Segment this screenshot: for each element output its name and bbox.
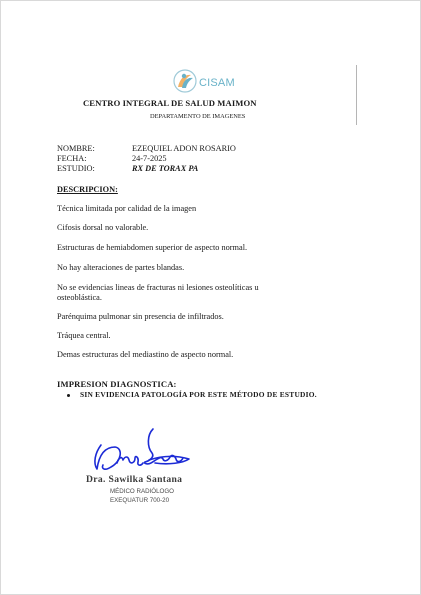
doctor-title: MÉDICO RADIÓLOGO xyxy=(110,488,174,495)
impression-title: IMPRESION DIAGNOSTICA: xyxy=(57,379,177,389)
cisam-logo-icon xyxy=(172,68,198,94)
doctor-license: EXEQUATUR 700-20 xyxy=(110,497,170,504)
finding-line: Técnica limitada por calidad de la imagen xyxy=(57,204,197,213)
finding-line: osteoblástica. xyxy=(57,293,102,302)
finding-line: Tráquea central. xyxy=(57,331,111,340)
handwritten-signature-icon xyxy=(89,425,193,477)
doctor-name: Dra. Sawilka Santana xyxy=(86,474,183,485)
finding-line: Cifosis dorsal no valorable. xyxy=(57,223,149,232)
impression-item-text: SIN EVIDENCIA PATOLOGÍA POR ESTE MÉTODO DE ESTUDIO. xyxy=(80,390,317,399)
impression-item xyxy=(67,390,317,399)
center-name: CENTRO INTEGRAL DE SALUD MAIMON xyxy=(83,98,257,108)
finding-line: Estructuras de hemiabdomen superior de aspecto normal. xyxy=(57,243,248,252)
study-label: ESTUDIO: xyxy=(57,164,95,173)
header-divider xyxy=(356,65,357,125)
finding-line: Demas estructuras del mediastino de aspecto normal. xyxy=(57,350,234,359)
date-label: FECHA: xyxy=(57,154,87,163)
description-title: DESCRIPCION: xyxy=(57,185,118,194)
patient-name-label: NOMBRE: xyxy=(57,144,95,153)
finding-line: No se evidencias lineas de fracturas ni lesiones osteolíticas u xyxy=(57,283,259,292)
date-value: 24-7-2025 xyxy=(132,154,167,163)
study-value: RX DE TORAX PA xyxy=(132,164,199,173)
finding-line: Parénquima pulmonar sin presencia de infiltrados. xyxy=(57,312,224,321)
finding-line: No hay alteraciones de partes blandas. xyxy=(57,263,185,272)
department-name: DEPARTAMENTO DE IMAGENES xyxy=(150,113,246,120)
bullet-icon xyxy=(67,394,70,397)
patient-name-value: EZEQUIEL ADON ROSARIO xyxy=(132,144,236,153)
logo-text: CISAM xyxy=(199,77,235,89)
